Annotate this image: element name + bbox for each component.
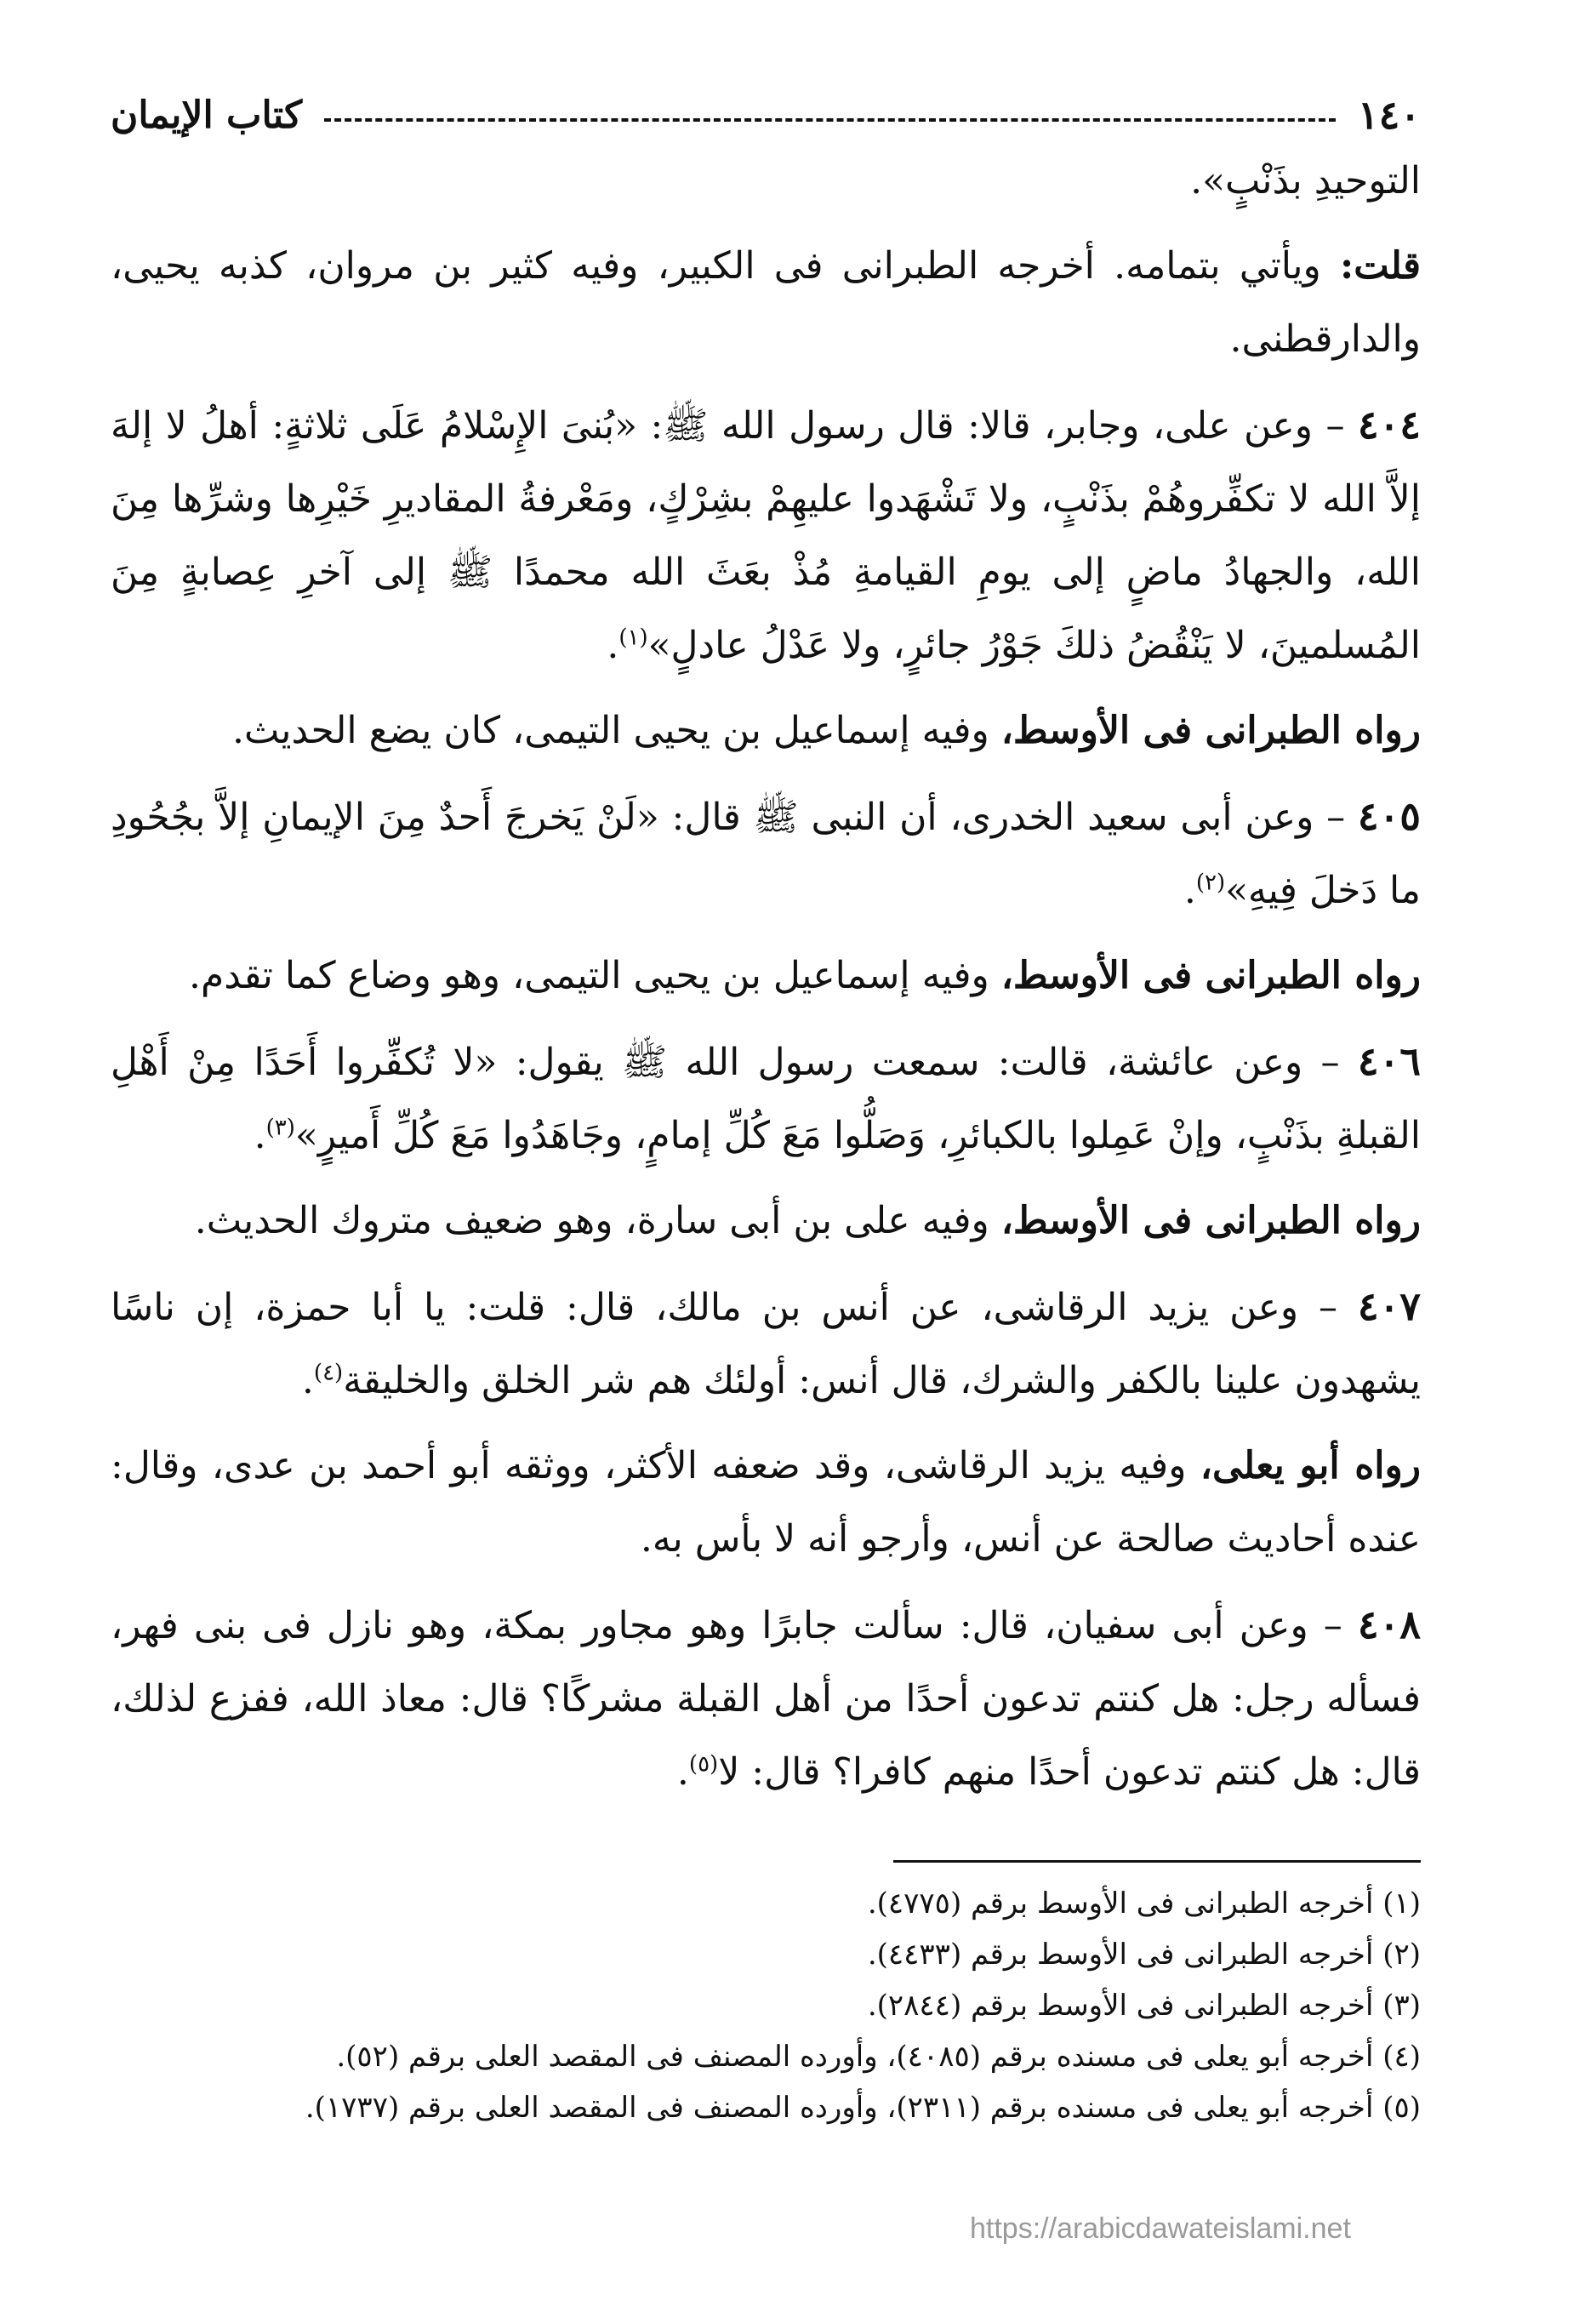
period: . (676, 1750, 689, 1794)
page-header (111, 85, 1421, 145)
narration-note (111, 1184, 1421, 1258)
paragraph-text: التوحيدِ بذَنْبٍ». (1190, 159, 1421, 203)
hadith-text: – وعن عائشة، قالت: سمعت رسول الله ﷺ يقول: «لا تُكفِّروا أَحَدًا مِنْ أَهْلِ القبلةِ بذَنْبٍ، وإنْ عَمِلوا بالكبائرِ، وَصَلُّوا مَعَ كُلِّ إمامٍ، وجَاهَدُوا مَعَ كُلِّ أَميرٍ» (111, 1041, 1421, 1157)
narration-note (111, 939, 1421, 1013)
hadith-407 (111, 1270, 1421, 1418)
hadith-404 (111, 388, 1421, 682)
hadith-text: – وعن على، وجابر، قالا: قال رسول الله ﷺ: «بُنىَ الإِسْلامُ عَلَى ثلاثةٍ: أهلُ لا إلهَ إلاَّ الله لا تكفِّروهُمْ بذَنْبٍ، ولا تَشْهَدوا عليهِمْ بشِرْكٍ، ومَعْرفةُ المقاديرِ خَيْرِها وشرِّها مِنَ الله، والجهادُ ماضٍ إلى يومِ القيامةِ مُذْ بعَثَ الله محمدًا ﷺ إلى آخرِ عِصابةٍ مِنَ المُسلمينَ، لا يَنْقُضُ ذلكَ جَوْرُ جائرٍ، ولا عَدْلُ عادلٍ» (111, 404, 1421, 667)
note-label: قلت: (1339, 244, 1421, 288)
hadith-408 (111, 1588, 1421, 1809)
hadith-number: ٤٠٥ (1357, 793, 1421, 839)
paragraph-text: ويأتي بتمامه. أخرجه الطبرانى فى الكبير، وفيه كثير بن مروان، كذبه يحيى، والدارقطنى. (111, 244, 1421, 361)
hadith-405 (111, 779, 1421, 927)
footnote-ref[interactable]: (٤) (313, 1360, 344, 1386)
footnote-ref[interactable]: (١) (618, 625, 648, 651)
hadith-number: ٤٠٤ (1357, 402, 1421, 448)
hadith-number: ٤٠٦ (1357, 1038, 1421, 1084)
hadith-text: – وعن أبى سفيان، قال: سألت جابرًا وهو مجاور بمكة، وهو نازل فى بنى فهر، فسأله رجل: هل كنتم تدعون أحدًا من أهل القبلة مشركًا؟ قال: معاذ الله، ففزع لذلك، قال: هل كنتم تدعون أحدًا منهم كافرا؟ قال: لا (111, 1604, 1421, 1794)
narration-text: وفيه إسماعيل بن يحيى التيمى، كان يضع الحديث. (232, 709, 1001, 752)
footnote-item: (٣) أخرجه الطبرانى فى الأوسط برقم (٢٨٤٤). (867, 1989, 1421, 2023)
footnote-item: (١) أخرجه الطبرانى فى الأوسط برقم (٤٧٧٥). (867, 1886, 1421, 1921)
narration-label: رواه الطبرانى فى الأوسط، (1000, 954, 1421, 997)
narration-text: وفيه على بن أبى سارة، وهو ضعيف متروك الحديث. (194, 1199, 1001, 1242)
narration-text: وفيه إسماعيل بن يحيى التيمى، وهو وضاع كما تقدم. (189, 954, 1001, 997)
period: . (301, 1359, 314, 1402)
period: . (254, 1114, 266, 1157)
narration-label: رواه الطبرانى فى الأوسط، (1000, 709, 1421, 752)
hadith-number: ٤٠٧ (1357, 1283, 1421, 1329)
footnote-item: (٤) أخرجه أبو يعلى فى مسنده برقم (٤٠٨٥)، وأورده المصنف فى المقصد العلى برقم (٥٢). (336, 2040, 1421, 2074)
book-title: كتاب الإيمان (111, 93, 303, 137)
footnote-ref[interactable]: (٥) (688, 1751, 719, 1778)
header-dash-divider (324, 118, 1336, 122)
hadith-406 (111, 1025, 1421, 1173)
footnote-ref[interactable]: (٣) (265, 1115, 295, 1141)
page-body (111, 145, 1421, 1809)
narration-text: وفيه يزيد الرقاشى، وقد ضعفه الأكثر، ووثقه أبو أحمد بن عدى، وقال: عنده أحاديث صالحة عن أنس، وأرجو أنه لا بأس به. (111, 1444, 1421, 1561)
watermark-url: https://arabicdawateislami.net (970, 2212, 1351, 2245)
page-number: ١٤٠ (1357, 92, 1421, 138)
footnotes (111, 1878, 1421, 2133)
book-page (111, 85, 1421, 2263)
footnote-divider (893, 1860, 1421, 1863)
hadith-number: ٤٠٨ (1357, 1601, 1421, 1647)
hadith-text: – وعن يزيد الرقاشى، عن أنس بن مالك، قال: قلت: يا أبا حمزة، إن ناسًا يشهدون علينا بالكفر والشرك، قال أنس: أولئك هم شر الخلق والخليقة (111, 1286, 1421, 1402)
narration-label: رواه أبو يعلى، (1200, 1444, 1421, 1487)
footnote-item: (٢) أخرجه الطبرانى فى الأوسط برقم (٤٤٣٣). (867, 1938, 1421, 1972)
footnote-ref[interactable]: (٢) (1195, 870, 1226, 896)
hadith-text: – وعن أبى سعيد الخدرى، أن النبى ﷺ قال: «لَنْ يَخرجَ أَحدٌ مِنَ الإيمانِ إلاَّ بجُحُودِ ما دَخلَ فِيهِ» (111, 796, 1421, 912)
period: . (1183, 869, 1196, 912)
footnote-item: (٥) أخرجه أبو يعلى فى مسنده برقم (٢٣١١)، وأورده المصنف فى المقصد العلى برقم (١٧٣٧). (305, 2091, 1421, 2125)
paragraph-note (111, 230, 1421, 376)
narration-note (111, 694, 1421, 768)
narration-note (111, 1430, 1421, 1576)
period: . (607, 624, 619, 667)
paragraph-continuation (111, 145, 1421, 218)
narration-label: رواه الطبرانى فى الأوسط، (1000, 1199, 1421, 1242)
